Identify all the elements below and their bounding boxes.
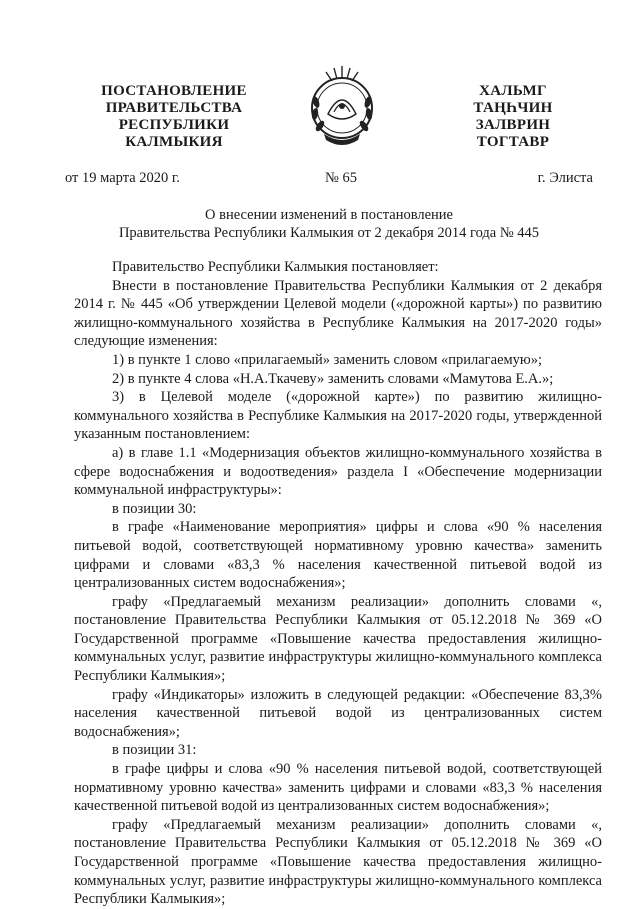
title-line: Правительства Республики Калмыкия от 2 декабря 2014 года № 445 [118, 225, 540, 241]
title-line: О внесении изменений в постановление [205, 207, 453, 223]
header-line: ТОГТАВР [476, 134, 550, 150]
paragraph: 1) в пункте 1 слово «прилагаемый» заменить словом «прилагаемую»; [112, 351, 543, 368]
document-number: № 65 [325, 170, 357, 186]
kalmykia-coat-of-arms-icon [304, 62, 380, 150]
header-russian [88, 83, 260, 151]
document-meta [65, 170, 593, 188]
document-city: г. Элиста [537, 170, 593, 186]
header-line: РЕСПУБЛИКИ [118, 117, 230, 133]
header-line: ПОСТАНОВЛЕНИЕ [101, 83, 247, 99]
paragraph: Правительство Республики Калмыкия постановляет: [112, 259, 439, 275]
document-body [74, 258, 602, 909]
header-line: ХАЛЬМГ [479, 83, 547, 99]
header-line: КАЛМЫКИЯ [125, 134, 223, 150]
paragraph: в позиции 30: [112, 500, 197, 517]
paragraph: в графе цифры и слова «90 % населения питьевой водой, соответствующей нормативному уровню качества» заменить цифрами и словами «83,3 % населения качественной питьевой водой из централизованных систем водоснабжения»; [74, 761, 602, 815]
document-date: от 19 марта 2020 г. [65, 170, 180, 186]
paragraph: графу «Предлагаемый механизм реализации» дополнить словами «, постановление Правительства Республики Калмыкия от 05.12.2018 № 369 «О Государственной программе «Повышение качества предоставления жилищно-коммунальных услуг, развитие инфраструктуры жилищно-коммунального комплекса Республики Калмыкия»; [74, 593, 602, 685]
paragraph: графу «Предлагаемый механизм реализации» дополнить словами «, постановление Правительства Республики Калмыкия от 05.12.2018 № 369 «О Государственной программе «Повышение качества предоставления жилищно-коммунальных услуг, развитие инфраструктуры жилищно-коммунального комплекса Республики Калмыкия»; [74, 816, 602, 908]
paragraph: графу «Индикаторы» изложить в следующей редакции: «Обеспечение 83,3% населения качественной питьевой водой из централизованных систем водоснабжения»; [74, 686, 602, 740]
header-kalmyk [458, 83, 568, 151]
paragraph: Внести в постановление Правительства Республики Калмыкия от 2 декабря 2014 г. № 445 «Об утверждении Целевой модели («дорожной карты») по развитию жилищно-коммунального хозяйства в Республике Калмыкия на 2017-2020 годы» следующие изменения: [74, 277, 602, 350]
header-line: ПРАВИТЕЛЬСТВА [105, 100, 243, 116]
paragraph: 3) в Целевой моделе («дорожной карте») по развитию жилищно-коммунального хозяйства в Республике Калмыкия на 2017-2020 годы, утвержденной указанным постановлением: [74, 389, 602, 443]
header-line: ТАҢҺЧИН [473, 100, 553, 116]
paragraph: 2) в пункте 4 слова «Н.А.Ткачеву» заменить словами «Мамутова Е.А.»; [112, 370, 554, 387]
paragraph: а) в главе 1.1 «Модернизация объектов жилищно-коммунального хозяйства в сфере водоснабжения и водоотведения» раздела I «Обеспечение модернизации коммунальной инфраструктуры»: [74, 444, 602, 499]
paragraph: в позиции 31: [112, 742, 197, 759]
paragraph: в графе «Наименование мероприятия» цифры и слова «90 % населения питьевой водой, соответствующей нормативному уровню качества» заменить цифрами и словами «83,3 % населения качественной питьевой водой из централизованных систем водоснабжения»; [74, 519, 602, 592]
header-line: ЗАЛВРИН [475, 117, 551, 133]
document-title [65, 206, 593, 242]
